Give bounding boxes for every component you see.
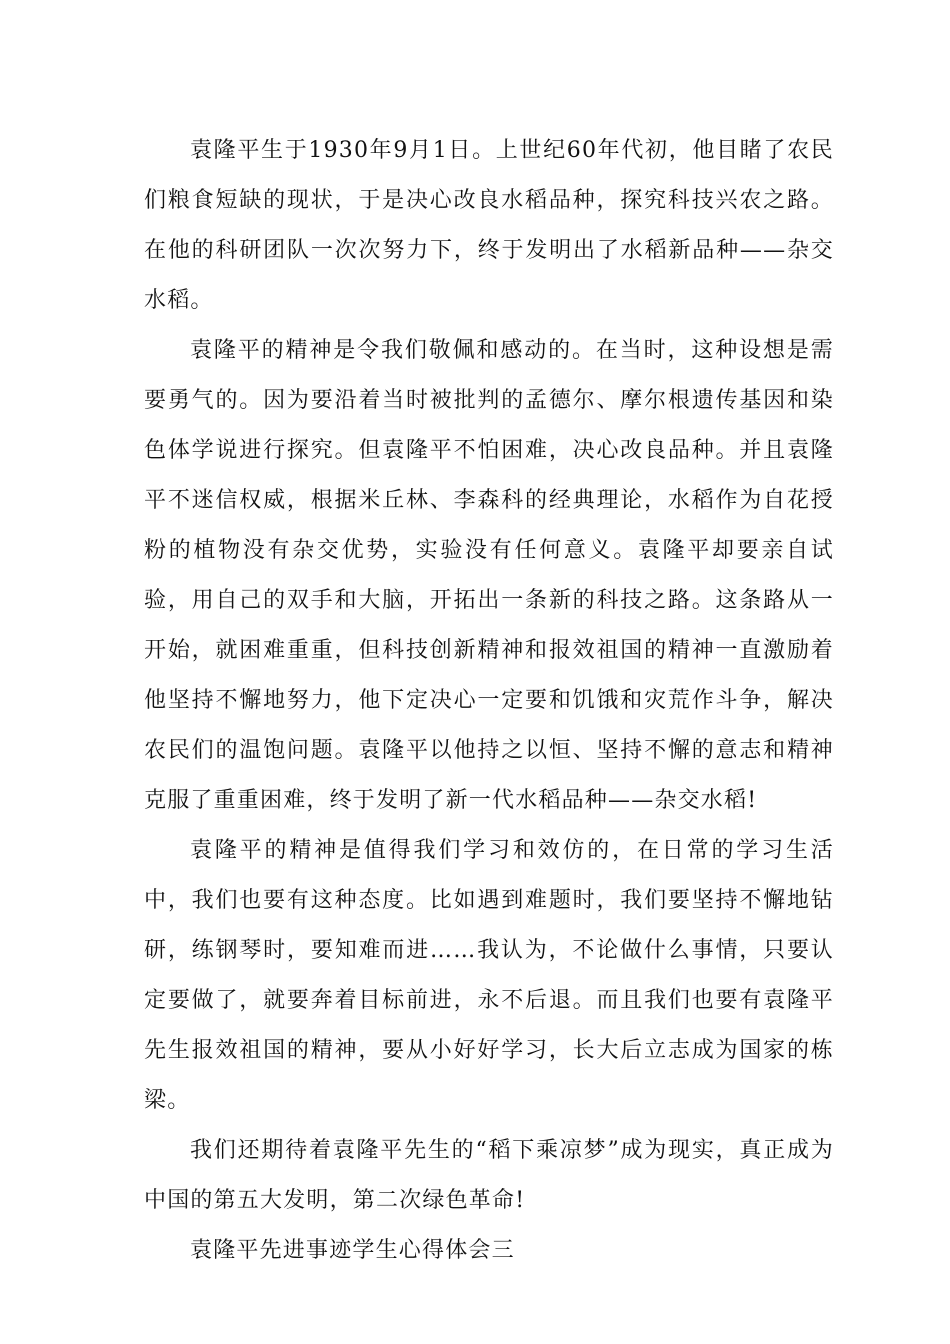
paragraph-2: 袁隆平的精神是令我们敬佩和感动的。在当时，这种设想是需要勇气的。因为要沿着当时被批判的孟德尔、摩尔根遗传基因和染色体学说进行探究。但袁隆平不怕困难，决心改良品种。并且袁隆平不迷信权威，根据米丘林、李森科的经典理论，水稻作为自花授粉的植物没有杂交优势，实验没有任何意义。袁隆平却要亲自试验，用自己的双手和大脑，开拓出一条新的科技之路。这条路从一开始，就困难重重，但科技创新精神和报效祖国的精神一直激励着他坚持不懈地努力，他下定决心一定要和饥饿和灾荒作斗争，解决农民们的温饱问题。袁隆平以他持之以恒、坚持不懈的意志和精神克服了重重困难，终于发明了新一代水稻品种——杂交水稻!: [144, 338, 834, 813]
paragraph-1: 袁隆平生于1930年9月1日。上世纪60年代初，他目睹了农民们粮食短缺的现状，于是决心改良水稻品种，探究科技兴农之路。在他的科研团队一次次努力下，终于发明出了水稻新品种——杂交水稻。: [144, 138, 834, 313]
document-body: [144, 126, 834, 1276]
paragraph-4: 我们还期待着袁隆平先生的“稻下乘凉梦”成为现实，真正成为中国的第五大发明，第二次绿色革命!: [144, 1138, 834, 1213]
section-heading: 袁隆平先进事迹学生心得体会三: [190, 1238, 515, 1263]
paragraph-3: 袁隆平的精神是值得我们学习和效仿的，在日常的学习生活中，我们也要有这种态度。比如遇到难题时，我们要坚持不懈地钻研，练钢琴时，要知难而进……我认为，不论做什么事情，只要认定要做了，就要奔着目标前进，永不后退。而且我们也要有袁隆平先生报效祖国的精神，要从小好好学习，长大后立志成为国家的栋梁。: [144, 838, 834, 1113]
